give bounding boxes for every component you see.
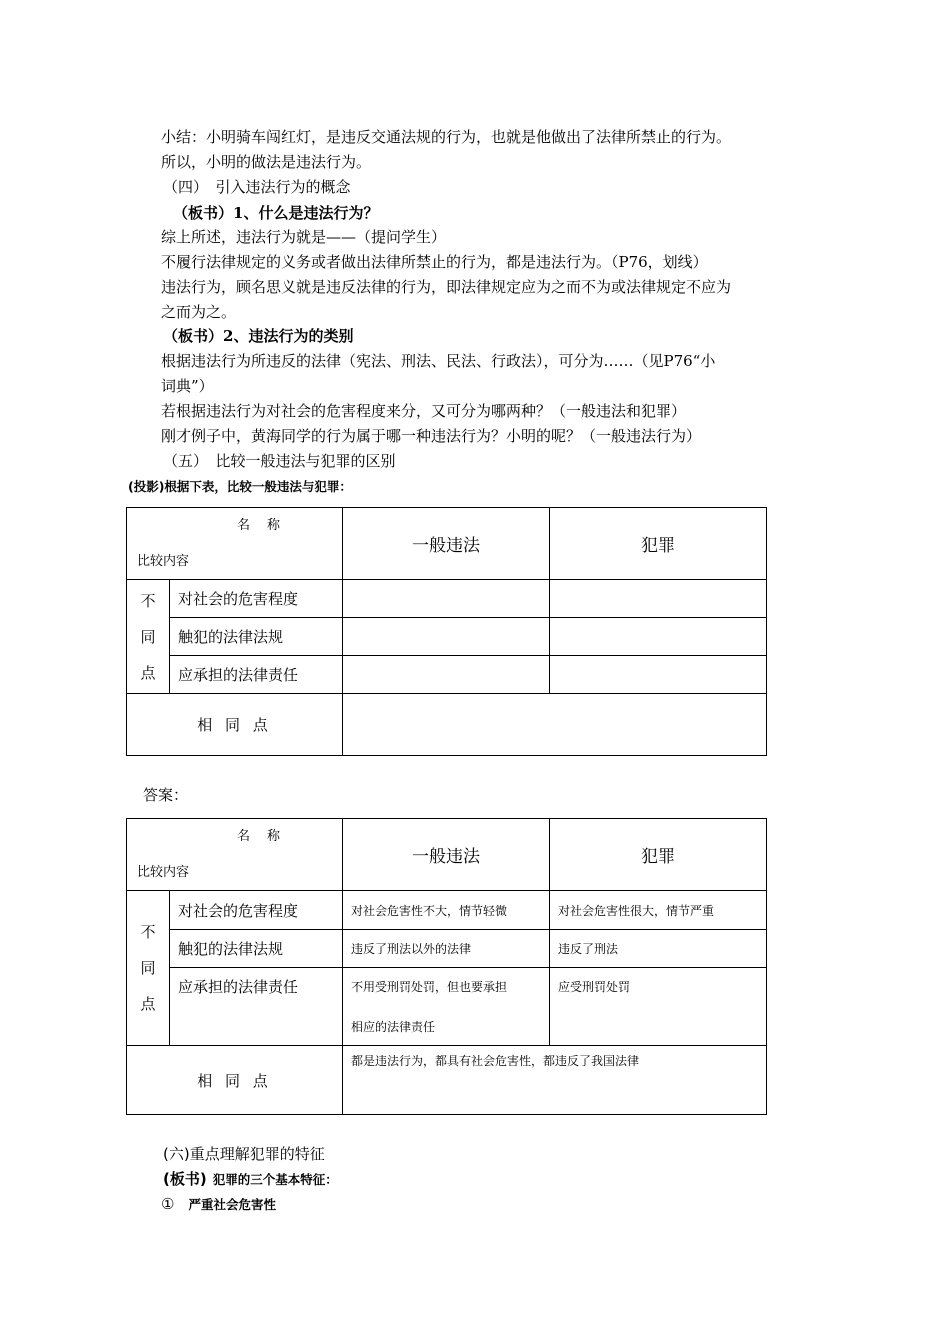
header-corner-cell bbox=[127, 508, 343, 580]
answer-text: 不用受刑罚处罚，但也要承担 bbox=[351, 980, 508, 994]
answer-cell bbox=[343, 968, 550, 1046]
same-point-label: 相 同 点 bbox=[127, 1046, 343, 1115]
blank-cell bbox=[550, 656, 767, 694]
board-note-label: (板书) bbox=[163, 1170, 207, 1188]
answer-text: 相应的法律责任 bbox=[351, 1020, 436, 1034]
same-point-label: 相 同 点 bbox=[127, 694, 343, 756]
feature-item bbox=[161, 1194, 276, 1215]
difference-char: 不 bbox=[140, 923, 156, 941]
board-note-label: （板书） bbox=[173, 204, 234, 222]
paragraph: 词典”） bbox=[161, 377, 214, 395]
paragraph: 若根据违法行为对社会的危害程度来分，又可分为哪两种？（一般违法和犯罪） bbox=[161, 402, 687, 420]
header-compare-label: 比较内容 bbox=[137, 865, 190, 880]
column-header-crime: 犯罪 bbox=[550, 819, 767, 891]
blank-cell bbox=[550, 580, 767, 618]
column-header-general-violation: 一般违法 bbox=[343, 819, 550, 891]
paragraph: 小结：小明骑车闯红灯，是违反交通法规的行为，也就是他做出了法律所禁止的行为。 bbox=[161, 128, 732, 146]
blank-cell bbox=[343, 580, 550, 618]
difference-char: 同 bbox=[140, 627, 156, 646]
header-compare-label: 比较内容 bbox=[137, 554, 190, 569]
answer-cell: 对社会危害性不大，情节轻微 bbox=[343, 891, 550, 930]
difference-char: 同 bbox=[140, 959, 156, 977]
paragraph: 之而为之。 bbox=[161, 303, 237, 321]
answer-label: 答案： bbox=[143, 786, 189, 804]
header-name-label: 名 称 bbox=[237, 829, 283, 844]
blank-cell bbox=[343, 694, 767, 756]
difference-char: 点 bbox=[140, 663, 156, 682]
row-label-legal-liability: 应承担的法律责任 bbox=[170, 656, 343, 694]
column-header-crime: 犯罪 bbox=[550, 508, 767, 580]
paragraph: 不履行法律规定的义务或者做出法律所禁止的行为，都是违法行为。（P76，划线） bbox=[161, 253, 708, 271]
blank-cell bbox=[343, 656, 550, 694]
board-note-label: （板书） bbox=[163, 327, 224, 345]
paragraph: 刚才例子中，黄海同学的行为属于哪一种违法行为？小明的呢？（一般违法行为） bbox=[161, 427, 702, 445]
comparison-table-blank bbox=[126, 507, 767, 756]
paragraph: 根据违法行为所违反的法律（宪法、刑法、民法、行政法），可分为……（见P76“小 bbox=[161, 352, 716, 370]
difference-char: 点 bbox=[140, 995, 156, 1013]
header-name-label: 名 称 bbox=[237, 518, 283, 533]
board-note-text: 1、什么是违法行为？ bbox=[233, 204, 379, 222]
board-note-text: 2、违法行为的类别 bbox=[223, 327, 354, 345]
comparison-table-answer bbox=[126, 818, 767, 1115]
row-label-legal-liability: 应承担的法律责任 bbox=[170, 968, 343, 1046]
answer-cell: 违反了刑法 bbox=[550, 930, 767, 968]
blank-cell bbox=[343, 618, 550, 656]
feature-text: 严重社会危害性 bbox=[188, 1197, 276, 1212]
section-heading: (六)重点理解犯罪的特征 bbox=[163, 1145, 325, 1163]
projection-note: (投影)根据下表，比较一般违法与犯罪： bbox=[128, 479, 352, 494]
answer-cell: 都是违法行为，都具有社会危害性，都违反了我国法律 bbox=[343, 1046, 767, 1115]
header-corner-cell bbox=[127, 819, 343, 891]
difference-char: 不 bbox=[140, 591, 156, 610]
board-note bbox=[163, 326, 353, 346]
row-label-harm-degree: 对社会的危害程度 bbox=[170, 891, 343, 930]
row-label-law-violated: 触犯的法律法规 bbox=[170, 618, 343, 656]
paragraph: 所以，小明的做法是违法行为。 bbox=[161, 153, 372, 171]
board-note-text: 犯罪的三个基本特征： bbox=[212, 1172, 338, 1187]
board-note bbox=[173, 203, 378, 223]
blank-cell bbox=[550, 618, 767, 656]
section-heading: （五） 比较一般违法与犯罪的区别 bbox=[163, 452, 396, 470]
feature-number: ① bbox=[161, 1195, 175, 1213]
answer-cell: 违反了刑法以外的法律 bbox=[343, 930, 550, 968]
difference-label bbox=[127, 891, 170, 1046]
row-label-harm-degree: 对社会的危害程度 bbox=[170, 580, 343, 618]
paragraph: 违法行为，顾名思义就是违反法律的行为，即法律规定应为之而不为或法律规定不应为 bbox=[161, 278, 732, 296]
answer-cell: 应受刑罚处罚 bbox=[550, 968, 767, 1046]
board-note bbox=[163, 1169, 338, 1190]
paragraph: 综上所述，违法行为就是——（提问学生） bbox=[161, 228, 447, 246]
row-label-law-violated: 触犯的法律法规 bbox=[170, 930, 343, 968]
column-header-general-violation: 一般违法 bbox=[343, 508, 550, 580]
difference-label bbox=[127, 580, 170, 694]
section-heading: （四） 引入违法行为的概念 bbox=[163, 178, 351, 196]
answer-cell: 对社会危害性很大，情节严重 bbox=[550, 891, 767, 930]
